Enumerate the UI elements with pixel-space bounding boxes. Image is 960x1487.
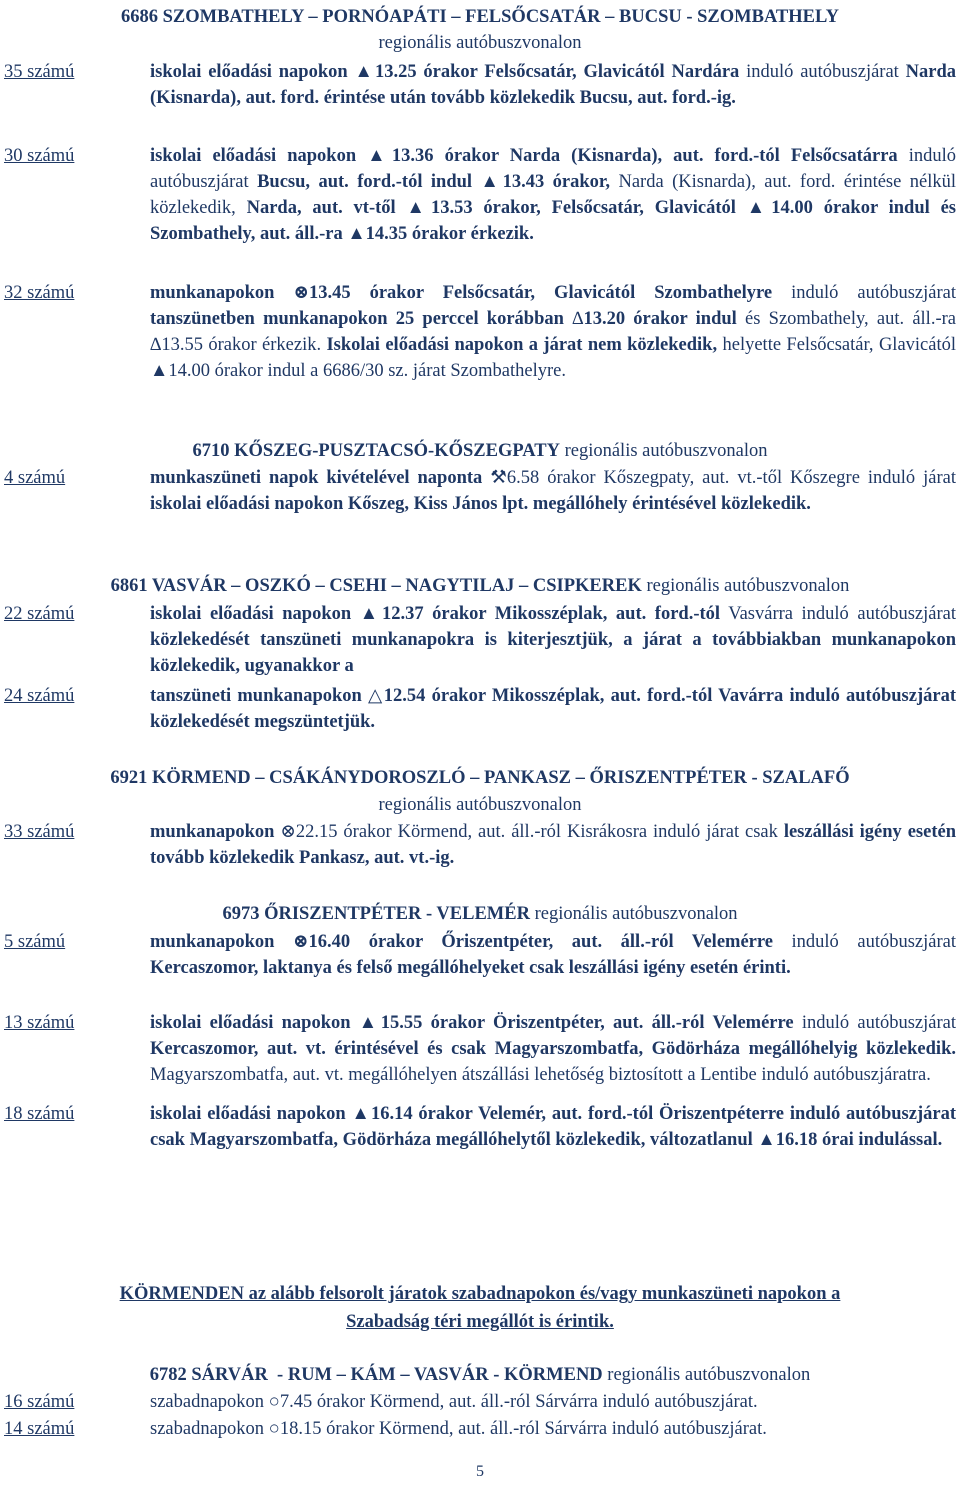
day-type-symbol: ∆ xyxy=(572,309,584,329)
text-run: 16.14 órakor Velemér, aut. ford.-tól Öriszentpéterre induló autóbuszjárat csak Magyarszombatfa, Gödörháza megállóhelytől közlekedik, változatlanul xyxy=(150,1104,956,1150)
text-run: leszállási igény esetén tovább közlekedik Pankasz, aut. vt.-ig. xyxy=(150,822,956,868)
text-run: tanszüneti munkanapokon xyxy=(150,686,368,706)
text-run: iskolai előadási napokon Kőszeg, Kiss János lpt. megállóhely érintésével közlekedik. xyxy=(150,494,811,514)
text-run: 13.36 órakor Narda (Kisnarda), aut. ford.-tól Felsőcsatárra xyxy=(391,146,898,166)
run-number: 13 számú xyxy=(4,1013,75,1033)
text-run: induló autóbuszjárat xyxy=(793,1013,957,1033)
text-run: 13.20 órakor indul xyxy=(583,309,737,329)
route-6710-heading xyxy=(0,438,960,464)
run-number: 5 számú xyxy=(4,932,66,952)
day-type-symbol: △ xyxy=(367,686,384,706)
run-description xyxy=(150,59,956,111)
day-type-symbol: ▲ xyxy=(358,1013,381,1033)
route-6861-title: 6861 VASVÁR – OSZKÓ – CSEHI – NAGYTILAJ – CSIPKEREK xyxy=(110,576,642,596)
text-run: induló autóbuszjárat xyxy=(772,283,956,303)
run-description xyxy=(150,280,956,384)
day-type-symbol: ▲ xyxy=(406,198,431,218)
route-6710-title: 6710 KŐSZEG-PUSZTACSÓ-KŐSZEGPATY xyxy=(192,441,560,461)
text-run: 13.43 órakor, xyxy=(502,172,611,192)
run-description xyxy=(150,601,956,679)
text-run: 12.37 órakor Mikosszéplak, aut. ford.-tól xyxy=(381,604,721,624)
text-run: 14.00 órakor indul a 6686/30 sz. járat Szombathelyre. xyxy=(168,361,566,381)
run-description xyxy=(150,929,956,981)
route-6861-heading xyxy=(0,573,960,599)
day-type-symbol: ▲ xyxy=(347,224,366,244)
day-type-symbol: ○ xyxy=(268,1419,280,1439)
kormend-notice-line1: KÖRMENDEN az alább felsorolt járatok szabadnapokon és/vagy munkaszüneti napokon a xyxy=(119,1284,841,1304)
run-description xyxy=(150,1416,956,1442)
text-run: és Szombathely, aut. áll.-ra xyxy=(736,309,956,329)
text-run: tanszünetben munkanapokon 25 perccel korábban xyxy=(150,309,573,329)
text-run: iskolai előadási napokon xyxy=(150,62,355,82)
day-type-symbol: ▲ xyxy=(354,62,375,82)
route-6710-subtitle: regionális autóbuszvonalon xyxy=(564,441,768,461)
route-6973-heading xyxy=(0,901,960,927)
kormend-notice-line2: Szabadság téri megállót is érintik. xyxy=(346,1312,614,1332)
route-6686-subtitle: regionális autóbuszvonalon xyxy=(378,33,582,53)
text-run: Narda (Kisnarda), aut. ford. xyxy=(150,62,957,108)
text-run: munkanapokon xyxy=(150,822,281,842)
text-run: 22.15 órakor Körmend, aut. áll.-ról Kisrákosra induló járat csak xyxy=(295,822,784,842)
day-type-symbol: ▲ xyxy=(150,361,169,381)
route-6782-title: 6782 SÁRVÁR - RUM – KÁM – VASVÁR - KÖRMEND xyxy=(149,1365,603,1385)
run-number: 18 számú xyxy=(4,1104,75,1124)
text-run: induló autóbuszjárat xyxy=(150,146,957,192)
text-run: 13.25 órakor Felsőcsatár, Glavicától Nardára xyxy=(374,62,740,82)
route-6921-subtitle: regionális autóbuszvonalon xyxy=(378,795,582,815)
text-run: szabadnapokon xyxy=(150,1419,269,1439)
run-number: 14 számú xyxy=(4,1419,75,1439)
text-run: Narda (Kisnarda), aut. ford. érintése nélkül közlekedik, xyxy=(150,172,957,218)
day-type-symbol: ⊗ xyxy=(293,932,309,952)
text-run: közlekedését tanszüneti munkanapokra is kiterjesztjük, a járat a továbbiakban munkanapokon közlekedik, ugyanakkor a xyxy=(150,630,956,676)
text-run: 14.00 órakor indul és Szombathely, aut. áll.-ra xyxy=(150,198,956,244)
run-number: 33 számú xyxy=(4,822,75,842)
route-6686-title: 6686 SZOMBATHELY – PORNÓAPÁTI – FELSŐCSATÁR – BUCSU - SZOMBATHELY xyxy=(120,7,840,27)
page-number: 5 xyxy=(476,1463,484,1480)
text-run: 16.18 órai indulással. xyxy=(775,1130,943,1150)
day-type-symbol: ▲ xyxy=(480,172,503,192)
run-number: 24 számú xyxy=(4,686,75,706)
day-type-symbol: ⊗ xyxy=(293,283,309,303)
route-6782-subtitle: regionális autóbuszvonalon xyxy=(607,1365,811,1385)
run-number: 32 számú xyxy=(4,283,75,303)
day-type-symbol: ▲ xyxy=(351,1104,371,1124)
run-number: 30 számú xyxy=(4,146,75,166)
route-6782-heading xyxy=(0,1362,960,1388)
run-description xyxy=(150,683,956,735)
text-run: Kercaszomor, aut. vt. érintésével és csak Magyarszombatfa, Gödörháza megállóhelyig közlekedik. xyxy=(150,1039,956,1059)
text-run: iskolai előadási napokon xyxy=(150,146,368,166)
text-run: munkanapokon xyxy=(150,932,293,952)
text-run: 6.58 órakor Kőszegpaty, aut. vt.-től Kőszegre induló járat xyxy=(506,468,956,488)
run-number: 22 számú xyxy=(4,604,75,624)
text-run: iskolai előadási napokon xyxy=(150,1104,352,1124)
day-type-symbol: ▲ xyxy=(359,604,382,624)
text-run: helyette Felsőcsatár, Glavicától xyxy=(717,335,956,355)
day-type-symbol: ⊗ xyxy=(280,822,296,842)
run-description xyxy=(150,819,956,871)
text-run: Iskolai előadási napokon a járat nem közlekedik, xyxy=(326,335,718,355)
route-6973-title: 6973 ŐRISZENTPÉTER - VELEMÉR xyxy=(222,904,530,924)
text-run: Bucsu, aut. ford.-tól indul xyxy=(257,172,481,192)
run-description xyxy=(150,465,956,517)
text-run: Vasvárra induló autóbuszjárat xyxy=(720,604,956,624)
day-type-symbol: ▲ xyxy=(746,198,772,218)
run-description xyxy=(150,1010,956,1088)
run-description xyxy=(150,1101,956,1153)
text-run: induló autóbuszjárat xyxy=(739,62,906,82)
text-run: érintése után tovább közlekedik Bucsu, aut. ford.-ig. xyxy=(323,88,736,108)
text-run: 14.35 órakor érkezik. xyxy=(365,224,534,244)
text-run: 18.15 órakor Körmend, aut. áll.-ról Sárvárra induló autóbuszjárat. xyxy=(279,1419,767,1439)
day-type-symbol: ▲ xyxy=(367,146,392,166)
text-run: munkaszüneti napok kivételével naponta xyxy=(150,468,491,488)
text-run: 16.40 órakor Őriszentpéter, aut. áll.-ról Velemérre xyxy=(308,932,773,952)
run-number: 35 számú xyxy=(4,62,75,82)
text-run: 13.55 órakor érkezik. xyxy=(161,335,327,355)
text-run: szabadnapokon xyxy=(150,1392,269,1412)
text-run: munkanapokon xyxy=(150,283,294,303)
route-6921-title: 6921 KÖRMEND – CSÁKÁNYDOROSZLÓ – PANKASZ – ŐRISZENTPÉTER - SZALAFŐ xyxy=(110,768,850,788)
run-description xyxy=(150,1389,956,1415)
text-run: 7.45 órakor Körmend, aut. áll.-ról Sárvárra induló autóbuszjárat. xyxy=(279,1392,758,1412)
text-run: Magyarszombatfa, aut. vt. megállóhelyen átszállási lehetőség biztosított a Lentibe induló autóbuszjáratra. xyxy=(150,1065,931,1085)
text-run: 13.53 órakor, Felsőcsatár, Glavicától xyxy=(430,198,747,218)
text-run: 12.54 órakor Mikosszéplak, aut. ford.-tól Vavárra induló autóbuszjárat közlekedését megszüntetjük. xyxy=(150,686,956,732)
text-run: Narda, aut. vt-től xyxy=(246,198,407,218)
day-type-symbol: ⚒ xyxy=(490,468,507,488)
text-run: 13.45 órakor Felsőcsatár, Glavicától Szombathelyre xyxy=(308,283,773,303)
text-run: induló autóbuszjárat xyxy=(772,932,956,952)
run-number: 16 számú xyxy=(4,1392,75,1412)
text-run: iskolai előadási napokon xyxy=(150,604,360,624)
run-description xyxy=(150,143,956,247)
day-type-symbol: ▲ xyxy=(757,1130,776,1150)
route-6861-subtitle: regionális autóbuszvonalon xyxy=(646,576,850,596)
text-run: iskolai előadási napokon xyxy=(150,1013,359,1033)
text-run: Kercaszomor, laktanya és felső megállóhelyeket csak leszállási igény esetén érinti. xyxy=(150,958,791,978)
day-type-symbol: ○ xyxy=(268,1392,280,1412)
text-run: 15.55 órakor Öriszentpéter, aut. áll.-ról Velemérre xyxy=(380,1013,794,1033)
route-6973-subtitle: regionális autóbuszvonalon xyxy=(534,904,738,924)
run-number: 4 számú xyxy=(4,468,66,488)
day-type-symbol: ∆ xyxy=(150,335,162,355)
